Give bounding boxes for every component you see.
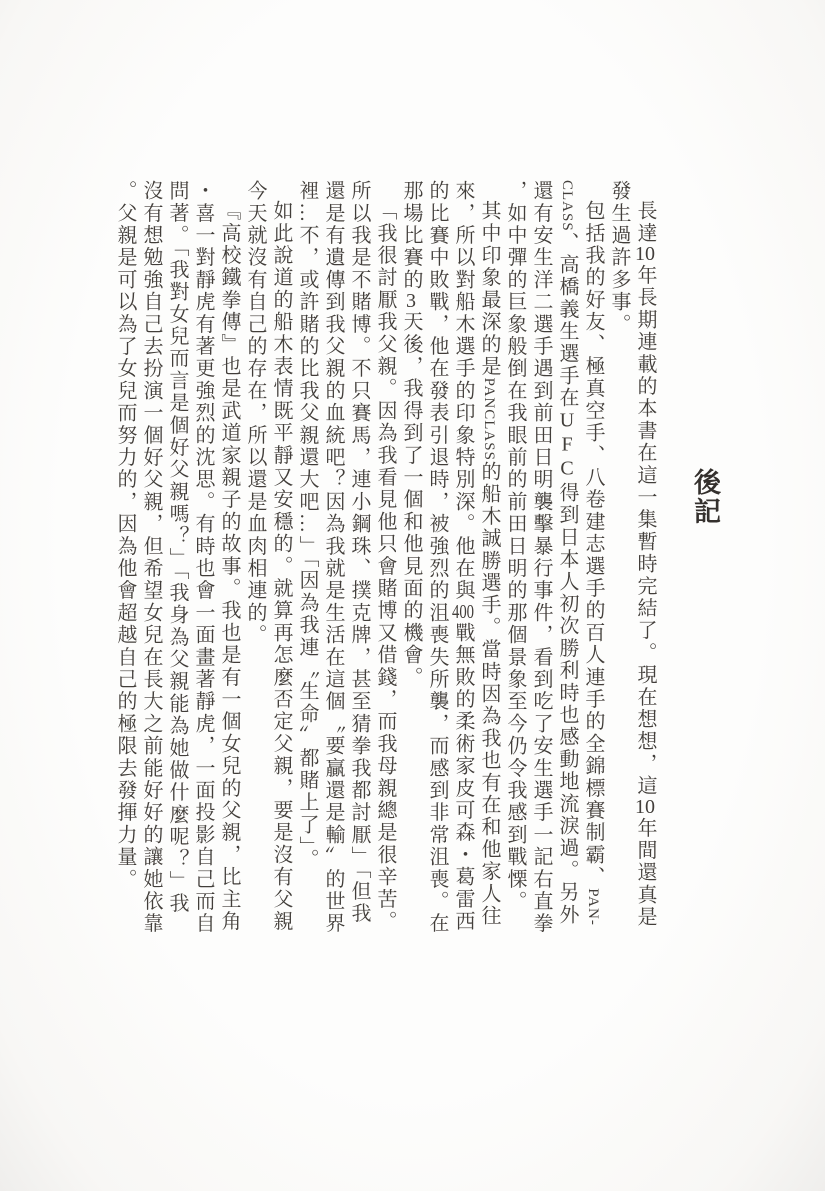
afterword-paragraph: 其中印象最深的是PANCLASS的船木誠勝選手。當時因為我也有在和他家人往來，所以對船木選手的印象特別深。他在與400戰無敗的柔術家皮可森・葛雷西的比賽中敗戰，他在發表引退時，被強烈的沮喪失所襲，而感到非常沮喪。在那場比賽的3天後，我得到了一個和他見面的機會。 — [400, 180, 500, 935]
afterword-paragraph: 『高校鐵拳傳』也是武道家親子的故事。我也是有一個女兒的父親，比主角・喜一對靜虎有著更強烈的沈思。有時也會一面畫著靜虎，一面投影自己而自問著。「我對女兒而言是個好父親嗎？」「我身為父親能為她做什麼呢？」我沒有想勉強自己去扮演一個好父親，但希望女兒在長大之前能好好的讓她依靠。父親是可以為了女兒而努力的，因為他會超越自己的極限去發揮力量。 — [114, 180, 240, 935]
inline-latin: UFC — [556, 409, 578, 482]
afterword-paragraph: 包括我的好友、極真空手、八卷建志選手的百人連手的全錦標賽制霸、PAN-CLASS、高橋義生選手在UFC得到日本人初次勝利時也感動地流淚過。另外還有安生洋二選手遇到前田日明襲擊暴行事件，看到吃了安生選手一記右直拳，如中彈的巨象般倒在我眼前的前田日明的那個景象至今仍令我感到戰慄。 — [504, 180, 604, 935]
afterword-text — [112, 180, 658, 936]
inline-latin: PAN-CLASS — [559, 180, 601, 926]
afterword-paragraph: 長達10年長期連載的本書在這一集暫時完結了。現在想想，這10年間還真是發生過許多事。 — [608, 180, 656, 929]
afterword-paragraph: 如此說道的船木表情既平靜又安穩的。就算再怎麼否定父親，要是沒有父親今天就沒有自己的存在，所以還是血肉相連的。 — [244, 180, 292, 933]
inline-number: 10 — [635, 244, 655, 265]
inline-number: 400 — [452, 601, 474, 622]
inline-number: 3 — [406, 291, 416, 311]
page-title: 後記 — [690, 468, 720, 526]
afterword-paragraph: 「我很討厭我父親。因為我看見他只會賭博又借錢，而我母親總是很辛苦。所以我是不賭博。不只賽馬，連小鋼珠、撲克牌，甚至猜拳我都討厭」「但我還是有遺傳到我父親的血統吧？因為我就是生活在這個〝要贏還是輸〟的世界裡…不，或許賭的比我父親還大吧…」「因為我連〝生命〟都賭上了」。 — [296, 180, 396, 935]
inline-number: 10 — [635, 797, 655, 818]
inline-latin: PANCLASS — [481, 377, 497, 461]
